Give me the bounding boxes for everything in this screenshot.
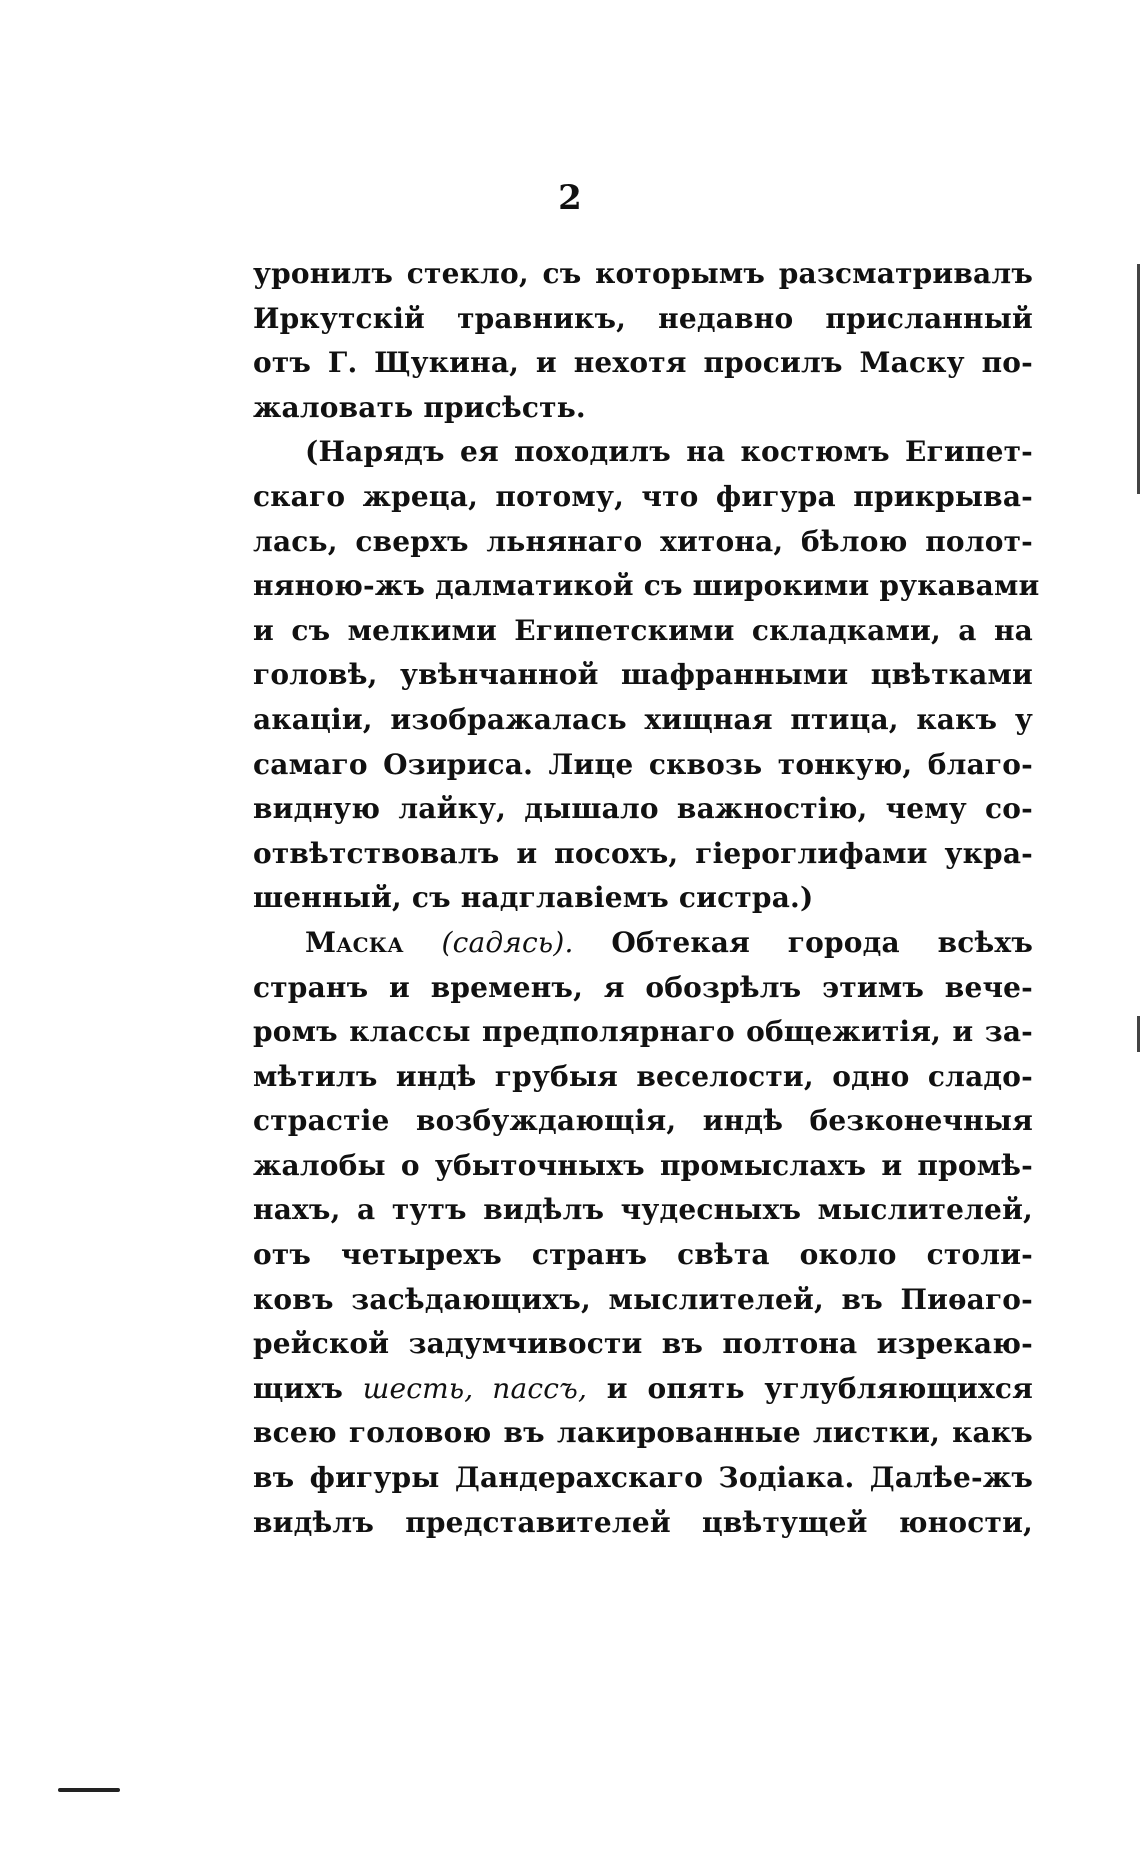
text-line: Иркутскій травникъ, недавно присланный bbox=[253, 301, 1033, 335]
speaker-line bbox=[253, 921, 1033, 966]
text-line: скаго жреца, потому, что фигура прикрыва- bbox=[253, 479, 1033, 513]
text-line: въ фигуры Дандерахскаго Зодіака. Далѣе-жъ bbox=[253, 1461, 1033, 1495]
text-line: видную лайку, дышало важностію, чему со- bbox=[253, 792, 1033, 826]
text-line: видѣлъ представителей цвѣтущей юности, bbox=[253, 1505, 1033, 1539]
text-line: жаловать присѣсть. bbox=[253, 390, 586, 424]
text-line: рейской задумчивости въ полтона изрекаю- bbox=[253, 1327, 1033, 1361]
text-line: головѣ, увѣнчанной шафранными цвѣтками bbox=[253, 658, 1033, 692]
text-line: всею головою въ лакированные листки, какъ bbox=[253, 1416, 1033, 1450]
paragraph-3 bbox=[253, 921, 1033, 1545]
text-line: ромъ классы предполярнаго общежитія, и за- bbox=[253, 1015, 1033, 1049]
line-start: щихъ bbox=[253, 1371, 344, 1405]
body-text bbox=[253, 252, 1040, 1545]
text-line: лась, сверхъ льнянаго хитона, бѣлою полот- bbox=[253, 524, 1033, 558]
text-line: няною-жъ далматикой съ широкими рукавами bbox=[253, 569, 1040, 603]
text-line: жалобы о убыточныхъ промыслахъ и промѣ- bbox=[253, 1148, 1033, 1182]
page-number: 2 bbox=[558, 178, 582, 218]
stage-direction: (садясь). bbox=[441, 925, 574, 959]
speaker-name: Маска bbox=[305, 925, 404, 959]
text-line: отъ Г. Щукина, и нехотя просилъ Маску по- bbox=[253, 346, 1033, 380]
speaker-line-rest: Обтекая города всѣхъ bbox=[611, 925, 1034, 959]
text-line: нахъ, а тутъ видѣлъ чудесныхъ мыслителей, bbox=[253, 1193, 1033, 1227]
text-line: (Нарядъ ея походилъ на костюмъ Египет- bbox=[305, 435, 1033, 469]
text-line: шенный, съ надглавіемъ систра.) bbox=[253, 881, 814, 915]
italic-text-line bbox=[253, 1367, 1033, 1412]
paragraph-1 bbox=[253, 252, 1033, 430]
line-end: и опять углубляющихся bbox=[606, 1371, 1033, 1405]
text-line: и съ мелкими Египетскими складками, а на bbox=[253, 613, 1033, 647]
text-line: отъ четырехъ странъ свѣта около столи- bbox=[253, 1238, 1033, 1272]
paragraph-2 bbox=[253, 430, 1040, 921]
text-line: странъ и временъ, я обозрѣлъ этимъ вече- bbox=[253, 970, 1033, 1004]
italic-phrase: шесть, пассъ, bbox=[362, 1371, 588, 1405]
text-line: уронилъ стекло, съ которымъ разсматривалъ bbox=[253, 257, 1033, 290]
text-line: страстіе возбуждающія, индѣ безконечныя bbox=[253, 1104, 1033, 1138]
text-line: акаціи, изображалась хищная птица, какъ у bbox=[253, 702, 1033, 736]
text-line: ковъ засѣдающихъ, мыслителей, въ Пиѳаго- bbox=[253, 1282, 1033, 1316]
text-line: отвѣтствовалъ и посохъ, гіероглифами укра- bbox=[253, 836, 1033, 870]
text-line: самаго Озириса. Лице сквозь тонкую, благо- bbox=[253, 747, 1033, 781]
text-line: мѣтилъ индѣ грубыя веселости, одно сладо- bbox=[253, 1059, 1033, 1093]
scan-smudge bbox=[58, 1788, 120, 1792]
